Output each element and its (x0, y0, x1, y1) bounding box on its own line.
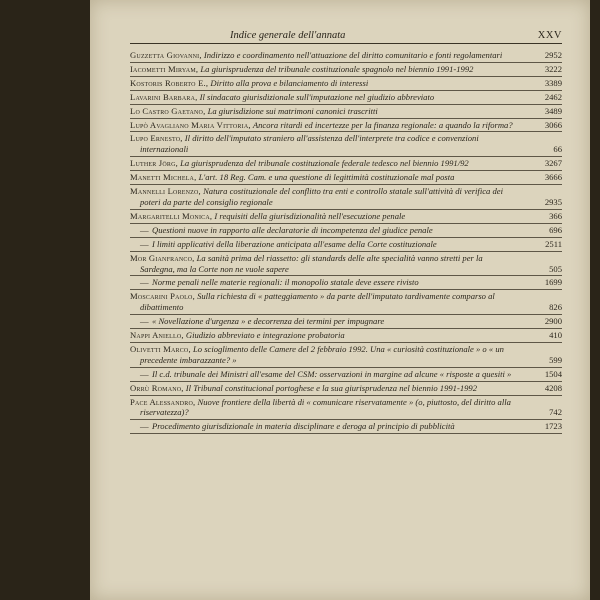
entry-page-number: 2511 (545, 238, 562, 249)
entry-author: Iacometti Miryam, (130, 63, 199, 74)
entry-author: Lavarini Barbara, (130, 91, 198, 102)
entry-text (130, 158, 562, 169)
entry-title: La giurisprudenza del tribunale costituzionale spagnolo nel biennio 1991-1992 (200, 63, 474, 74)
index-entry (130, 315, 562, 329)
entry-title: Norme penali nelle materie regionali: il monopolio statale deve essere rivisto (152, 277, 419, 288)
entry-page-number: 366 (549, 210, 562, 221)
index-entry (130, 238, 562, 252)
index-entry (130, 157, 562, 171)
entry-page-number: 4208 (544, 382, 562, 393)
entry-title: La giurisprudenza del tribunale costituzionale federale tedesco nel biennio 1991/92 (180, 158, 469, 169)
entry-title: La sanità prima del riassetto: gli standards delle alte specialità vanno stretti per la Sardegna, ma la Corte non ne vuole sapere (140, 252, 483, 274)
entry-title: Sulla richiesta di « patteggiamento » da parte dell'imputato tardivamente comparso al dibattimento (140, 291, 495, 313)
entry-text (130, 186, 562, 208)
entry-text (130, 344, 562, 366)
index-entry (130, 63, 562, 77)
entry-dash: — (140, 277, 149, 288)
entry-dash: — (140, 238, 149, 249)
entry-title: Nuove frontiere della libertà di « comunicare riservatamente » (o, piuttosto, del diritto alla riservatezza)? (140, 396, 511, 418)
index-entry (130, 210, 562, 224)
entry-author: Mannelli Lorenzo, (130, 186, 201, 197)
entry-dash: — (140, 421, 149, 432)
entry-author: Olivetti Marco, (130, 343, 191, 354)
entry-text (130, 120, 562, 131)
index-entry (130, 49, 562, 63)
entry-title: Il c.d. tribunale dei Ministri all'esame del CSM: osservazioni in margine ad alcune « risposte a quesiti » (152, 368, 512, 379)
entry-text (130, 421, 562, 432)
index-entry (130, 105, 562, 119)
index-entry (130, 382, 562, 396)
entry-author: Lupò Avagliano Maria Vittoria, (130, 119, 251, 130)
entry-text (130, 225, 562, 236)
entry-page-number: 505 (549, 263, 562, 274)
entry-text (130, 316, 562, 327)
entry-title: Questioni nuove in rapporto alle declaratorie di incompetenza del giudice penale (152, 224, 433, 235)
entry-text (130, 78, 562, 89)
entry-page-number: 3066 (544, 119, 562, 130)
entry-text (130, 369, 562, 380)
index-entry (130, 119, 562, 133)
entry-author: Lupo Ernesto, (130, 133, 183, 144)
entry-author: Mor Gianfranco, (130, 252, 195, 263)
entry-dash: — (140, 316, 149, 327)
entry-title: Indirizzo e coordinamento nell'attuazione del diritto comunitario e fonti regolamentari (203, 50, 503, 60)
index-entry (130, 276, 562, 290)
page-number: XXV (537, 30, 562, 41)
entry-author: Manetti Michela, (130, 172, 197, 183)
index-entry (130, 171, 562, 185)
entry-text (130, 133, 562, 155)
entry-dash: — (140, 224, 149, 235)
entry-page-number: 1504 (544, 368, 562, 379)
entry-text (130, 291, 562, 313)
index-entry (130, 77, 562, 91)
entry-text (130, 330, 562, 341)
entry-title: I requisiti della giurisdizionalità nell'esecuzione penale (214, 210, 406, 221)
entry-author: Orrù Romano, (130, 382, 184, 393)
entry-page-number: 1723 (544, 421, 562, 432)
entry-author: Moscarini Paolo, (130, 291, 195, 302)
entry-title: Diritto alla prova e bilanciamento di interessi (210, 77, 369, 88)
entry-title: Il diritto dell'imputato straniero all'assistenza dell'interprete tra codice e convenzioni internazionali (140, 133, 479, 155)
entry-title: La giurisdizione sui matrimoni canonici trascritti (207, 105, 378, 116)
entry-author: Nappi Aniello, (130, 330, 184, 341)
entry-author: Margaritelli Monica, (130, 210, 213, 221)
entry-author: Kostoris Roberto E., (130, 77, 209, 88)
entry-page-number: 2462 (544, 91, 562, 102)
entry-title: Ancora ritardi ed incertezze per la finanza regionale: a quando la riforma? (252, 119, 513, 130)
entry-title: I limiti applicativi della liberazione anticipata all'esame della Corte costituzionale (152, 238, 437, 249)
entry-text (130, 106, 562, 117)
entry-page-number: 3666 (544, 172, 562, 183)
entry-page-number: 826 (549, 302, 562, 313)
entry-text (130, 211, 562, 222)
header-rule (130, 43, 562, 44)
index-entry (130, 224, 562, 238)
entry-title: L'art. 18 Reg. Cam. e una questione di legittimità costituzionale mal posta (198, 172, 455, 183)
entry-page-number: 1699 (544, 277, 562, 288)
index-entry (130, 91, 562, 105)
entry-author: Lo Castro Gaetano, (130, 105, 206, 116)
book-page (90, 0, 590, 600)
entry-page-number: 742 (549, 407, 562, 418)
entry-author: Luther Jörg, (130, 158, 178, 169)
entry-title: Natura costituzionale del conflitto tra enti e controllo statale sull'attività di verifica dei poteri da parte del consiglio regionale (140, 186, 503, 207)
entry-page-number: 66 (553, 144, 562, 155)
index-entry (130, 329, 562, 343)
entry-page-number: 2900 (544, 316, 562, 327)
entry-text (130, 92, 562, 103)
entry-page-number: 410 (549, 330, 562, 341)
entry-title: « Novellazione d'urgenza » e decorrenza dei termini per impugnare (152, 316, 385, 327)
entry-author: Pace Alessandro, (130, 396, 196, 407)
index-entry (130, 252, 562, 277)
running-title: Indice generale dell'annata (230, 30, 346, 41)
index-entry (130, 290, 562, 315)
entry-text (130, 64, 562, 75)
entry-page-number: 3267 (544, 158, 562, 169)
entry-page-number: 2952 (544, 50, 562, 60)
entry-dash: — (140, 368, 149, 379)
entry-text (130, 277, 562, 288)
index-list (130, 49, 562, 434)
entry-title: Lo scioglimento delle Camere del 2 febbraio 1992. Una « curiosità costituzionale » o « un precedente imbarazzante? » (140, 343, 504, 365)
index-entry (130, 368, 562, 382)
entry-page-number: 696 (549, 224, 562, 235)
index-entry (130, 420, 562, 434)
index-entry (130, 132, 562, 157)
entry-text (130, 383, 562, 394)
entry-text (130, 239, 562, 250)
entry-text (130, 172, 562, 183)
index-entry (130, 343, 562, 368)
entry-author: Guzzetta Giovanni, (130, 50, 202, 60)
entry-text (130, 50, 562, 61)
entry-page-number: 2935 (544, 196, 562, 207)
index-entry (130, 185, 562, 210)
entry-title: Procedimento giurisdizionale in materia disciplinare e deroga al principio di pubblicità (152, 421, 455, 432)
entry-title: Giudizio abbreviato e integrazione probatoria (185, 330, 345, 341)
entry-title: Il sindacato giurisdizionale sull'imputazione nel giudizio abbreviato (199, 91, 435, 102)
entry-page-number: 3389 (544, 77, 562, 88)
running-header (130, 30, 562, 44)
entry-text (130, 253, 562, 275)
entry-title: Il Tribunal constitucional portoghese e la sua giurisprudenza nel biennio 1991-1992 (185, 382, 478, 393)
entry-page-number: 3222 (544, 63, 562, 74)
entry-page-number: 3489 (544, 105, 562, 116)
entry-text (130, 397, 562, 419)
index-entry (130, 396, 562, 421)
entry-page-number: 599 (549, 354, 562, 365)
